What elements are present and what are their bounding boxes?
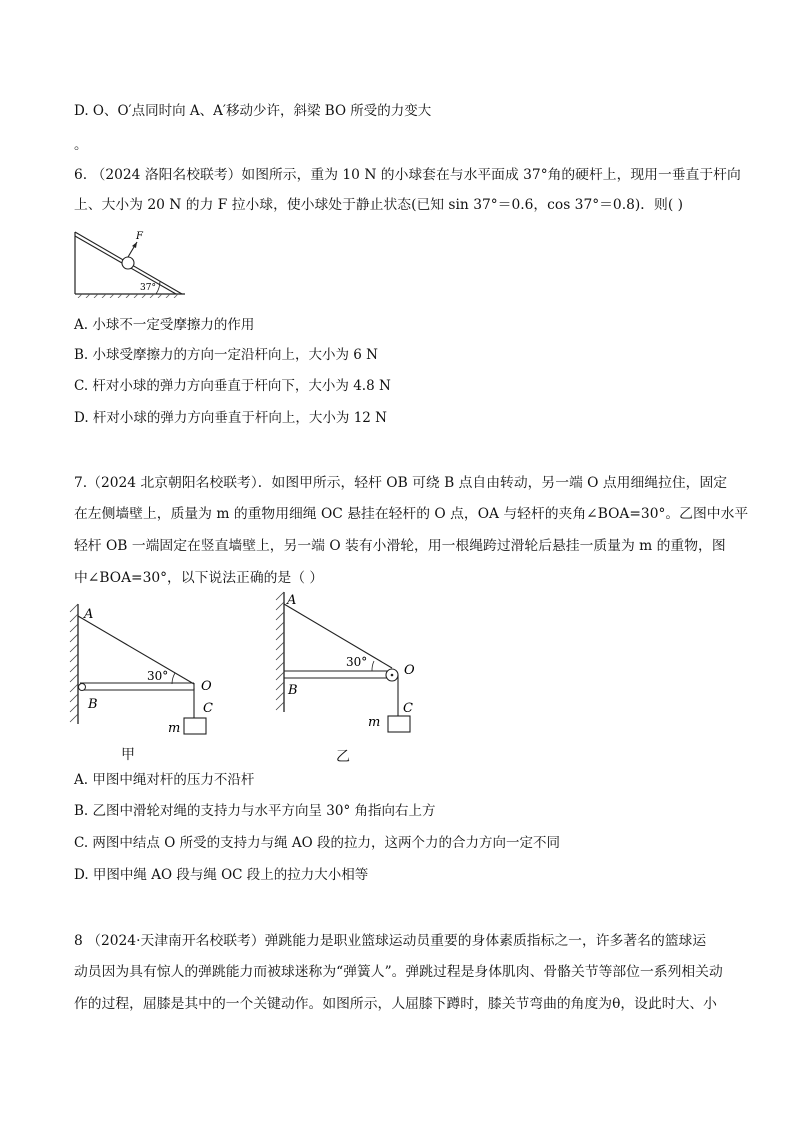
q7-option-a: A. 甲图中绳对杆的压力不沿杆 [74, 772, 255, 788]
q7-option-d: D. 甲图中绳 AO 段与绳 OC 段上的拉力大小相等 [74, 867, 369, 883]
q8-stem-line3: 作的过程，屈膝是其中的一个关键动作。如图所示，人屈膝下蹲时，膝关节弯曲的角度为θ，设此时大、小 [74, 996, 717, 1012]
yi-label-m: m [368, 715, 381, 730]
q7-option-c: C. 两图中结点 O 所受的支持力与绳 AO 段的拉力，这两个力的合力方向一定不同 [74, 835, 560, 851]
yi-angle-label: 30° [346, 655, 368, 669]
q6-figure [70, 226, 190, 298]
q7-caption-yi: 乙 [336, 749, 350, 765]
yi-label-o: O [404, 663, 415, 678]
q6-option-c: C. 杆对小球的弹力方向垂直于杆向下，大小为 4.8 N [74, 378, 391, 394]
q7-stem-line1: 7.（2024 北京朝阳名校联考）．如图甲所示，轻杆 OB 可绕 B 点自由转动，另一端 O 点用细绳拉住，固定 [74, 475, 728, 491]
jia-label-o: O [201, 679, 212, 694]
q7-stem-line4: 中∠BOA=30°，以下说法正确的是（ ） [74, 570, 324, 586]
q7-caption-jia: 甲 [121, 747, 135, 763]
q7-stem-line2: 在左侧墙壁上，质量为 m 的重物用细绳 OC 悬挂在轻杆的 O 点，OA 与轻杆的夹角∠BOA=30°。乙图中水平 [74, 506, 749, 522]
q7-figure-yi [270, 588, 440, 738]
q6-option-d: D. 杆对小球的弹力方向垂直于杆向上，大小为 12 N [74, 410, 387, 426]
q7-figure-jia [66, 600, 236, 740]
yi-label-b: B [288, 683, 298, 698]
q5-trailing-mark: 。 [74, 137, 88, 153]
q8-stem-line1: 8 （2024·天津南开名校联考）弹跳能力是职业篮球运动员重要的身体素质指标之一，许多著名的篮球运 [74, 933, 707, 949]
jia-label-a: A [84, 607, 94, 622]
q6-option-b: B. 小球受摩擦力的方向一定沿杆向上，大小为 6 N [74, 347, 378, 363]
q6-angle-label: 37° [140, 283, 156, 293]
q5-option-d: D. O、O′点同时向 A、A′移动少许，斜梁 BO 所受的力变大 [74, 103, 432, 119]
q6-option-a: A. 小球不一定受摩擦力的作用 [74, 317, 255, 333]
q8-stem-line2: 动员因为具有惊人的弹跳能力而被球迷称为“弹簧人”。弹跳过程是身体肌肉、骨骼关节等部位一系列相关动 [74, 964, 723, 980]
q6-stem-line2: 上、大小为 20 N 的力 F 拉小球，使小球处于静止状态(已知 sin 37°＝0.6，cos 37°＝0.8)．则( ) [74, 197, 684, 213]
yi-label-c: C [403, 701, 413, 716]
jia-label-b: B [88, 697, 98, 712]
q7-option-b: B. 乙图中滑轮对绳的支持力与水平方向呈 30° 角指向右上方 [74, 803, 436, 819]
jia-label-m: m [168, 721, 181, 736]
q6-force-label: F [136, 231, 143, 242]
jia-label-c: C [203, 701, 213, 716]
q7-stem-line3: 轻杆 OB 一端固定在竖直墙壁上，另一端 O 装有小滑轮，用一根绳跨过滑轮后悬挂一质量为 m 的重物，图 [74, 538, 726, 554]
yi-label-a: A [287, 593, 297, 608]
q6-stem-line1: 6. （2024 洛阳名校联考）如图所示，重为 10 N 的小球套在与水平面成 37°角的硬杆上，现用一垂直于杆向 [74, 167, 741, 183]
jia-angle-label: 30° [147, 669, 169, 683]
